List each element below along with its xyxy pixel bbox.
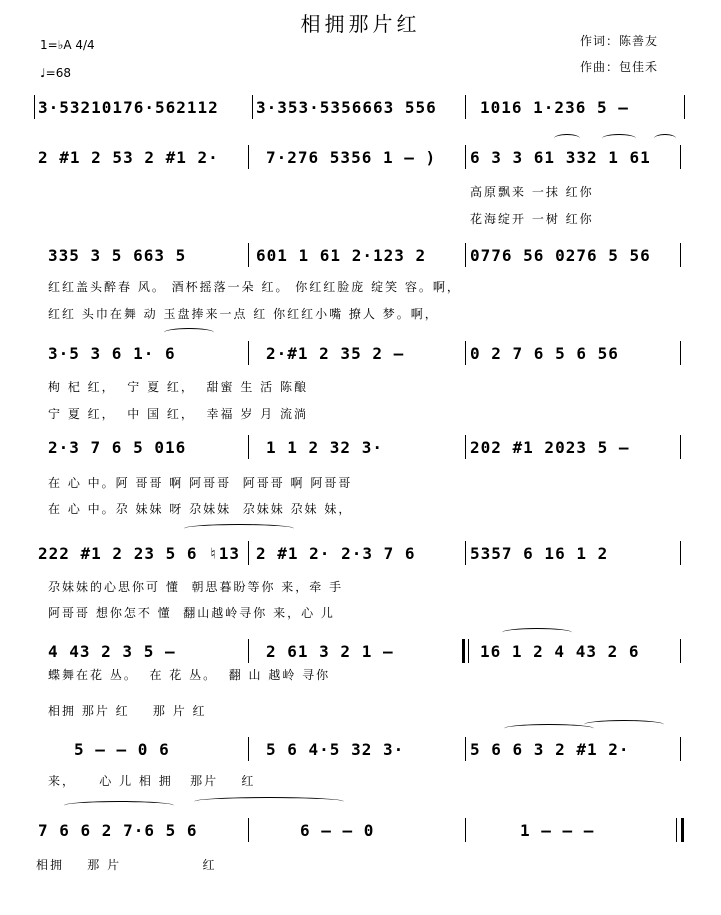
measure: 3·5 3 6 1· 6 bbox=[48, 344, 176, 363]
measure: 16 1 2 4 43 2 6 bbox=[480, 642, 640, 661]
lyric-line: 高原飘来 一抹 红你 bbox=[470, 185, 594, 199]
measure: 7·276 5356 1 – ) bbox=[266, 148, 437, 167]
measure: 5 6 6 3 2 #1 2· bbox=[470, 740, 630, 759]
measure: 0776 56 0276 5 56 bbox=[470, 246, 651, 265]
lyric-line: 宁 夏 红， 中 国 红， 幸福 岁 月 流淌 bbox=[48, 407, 308, 421]
measure: 1 1 2 32 3· bbox=[266, 438, 383, 457]
slur bbox=[654, 134, 676, 143]
key-signature: 1=♭A 4/4 bbox=[40, 38, 95, 52]
measure: 7 6 6 2 7·6 5 6 bbox=[38, 821, 198, 840]
lyric-line: 在 心 中。尕 妹妹 呀 尕妹妹 尕妹妹 尕妹 妹， bbox=[48, 502, 353, 516]
measure: 3·53210176·562112 bbox=[38, 98, 219, 117]
score-row-4 bbox=[34, 338, 686, 368]
measure: 335 3 5 663 5 bbox=[48, 246, 187, 265]
slur bbox=[504, 724, 594, 733]
score-row-8 bbox=[34, 734, 686, 764]
measure: 2 #1 2· 2·3 7 6 bbox=[256, 544, 416, 563]
lyric-line: 来， 心 儿 相 拥 那片 红 bbox=[48, 774, 256, 788]
lyric-line: 红红 头巾在舞 动 玉盘捧来一点 红 你红红小嘴 撩人 梦。啊， bbox=[48, 307, 439, 321]
measure: 3·353·5356663 556 bbox=[256, 98, 437, 117]
slur bbox=[584, 720, 664, 729]
measure: 5 – – 0 6 bbox=[74, 740, 170, 759]
lyricist-credit: 作词：陈善友 bbox=[580, 34, 659, 48]
slur bbox=[502, 628, 572, 637]
composer-credit: 作曲：包佳禾 bbox=[580, 60, 659, 74]
measure: 4 43 2 3 5 – bbox=[48, 642, 176, 661]
measure: 6 – – 0 bbox=[300, 821, 375, 840]
measure: 601 1 61 2·123 2 bbox=[256, 246, 427, 265]
lyric-line: 阿哥哥 想你怎不 懂 翻山越岭寻你 来，心 儿 bbox=[48, 606, 335, 620]
score-row-9 bbox=[34, 815, 686, 845]
song-title: 相拥那片红 bbox=[300, 12, 421, 36]
score-row-7 bbox=[34, 636, 686, 666]
measure: 2·#1 2 35 2 – bbox=[266, 344, 405, 363]
slur bbox=[184, 524, 294, 533]
slur bbox=[194, 797, 344, 806]
measure: 1 – – – bbox=[520, 821, 595, 840]
slur bbox=[554, 134, 580, 143]
tempo-marking: ♩=68 bbox=[40, 66, 71, 80]
lyric-line: 尕妹妹的心思你可 懂 朝思暮盼等你 来，牵 手 bbox=[48, 580, 344, 594]
lyric-line: 花海绽开 一树 红你 bbox=[470, 212, 594, 226]
measure: 2·3 7 6 5 016 bbox=[48, 438, 187, 457]
slur bbox=[602, 134, 636, 143]
measure: 202 #1 2023 5 – bbox=[470, 438, 630, 457]
measure: 1016 1·236 5 – bbox=[480, 98, 629, 117]
lyric-line: 枸 杞 红， 宁 夏 红， 甜蜜 生 活 陈酿 bbox=[48, 380, 308, 394]
lyric-line: 相拥 那片 红 那 片 红 bbox=[48, 704, 207, 718]
slur bbox=[64, 801, 174, 810]
measure: 0 2 7 6 5 6 56 bbox=[470, 344, 619, 363]
score-row-3 bbox=[34, 240, 686, 270]
measure: 2 61 3 2 1 – bbox=[266, 642, 394, 661]
measure: 2 #1 2 53 2 #1 2· bbox=[38, 148, 219, 167]
lyric-line: 相拥 那 片 红 bbox=[36, 858, 217, 872]
score-row-1 bbox=[34, 92, 686, 122]
lyric-line: 红红盖头醉春 风。 酒杯摇落一朵 红。 你红红脸庞 绽笑 容。啊， bbox=[48, 280, 461, 294]
score-row-6 bbox=[34, 538, 686, 568]
score-row-5 bbox=[34, 432, 686, 462]
lyric-line: 蝶舞在花 丛。 在 花 丛。 翻 山 越岭 寻你 bbox=[48, 668, 331, 682]
slur bbox=[164, 328, 214, 337]
measure: 5 6 4·5 32 3· bbox=[266, 740, 405, 759]
score-row-2 bbox=[34, 142, 686, 172]
measure: 6 3 3 61 332 1 61 bbox=[470, 148, 651, 167]
lyric-line: 在 心 中。阿 哥哥 啊 阿哥哥 阿哥哥 啊 阿哥哥 bbox=[48, 476, 353, 490]
measure: 222 #1 2 23 5 6 ♮13 bbox=[38, 544, 241, 563]
measure: 5357 6 16 1 2 bbox=[470, 544, 609, 563]
